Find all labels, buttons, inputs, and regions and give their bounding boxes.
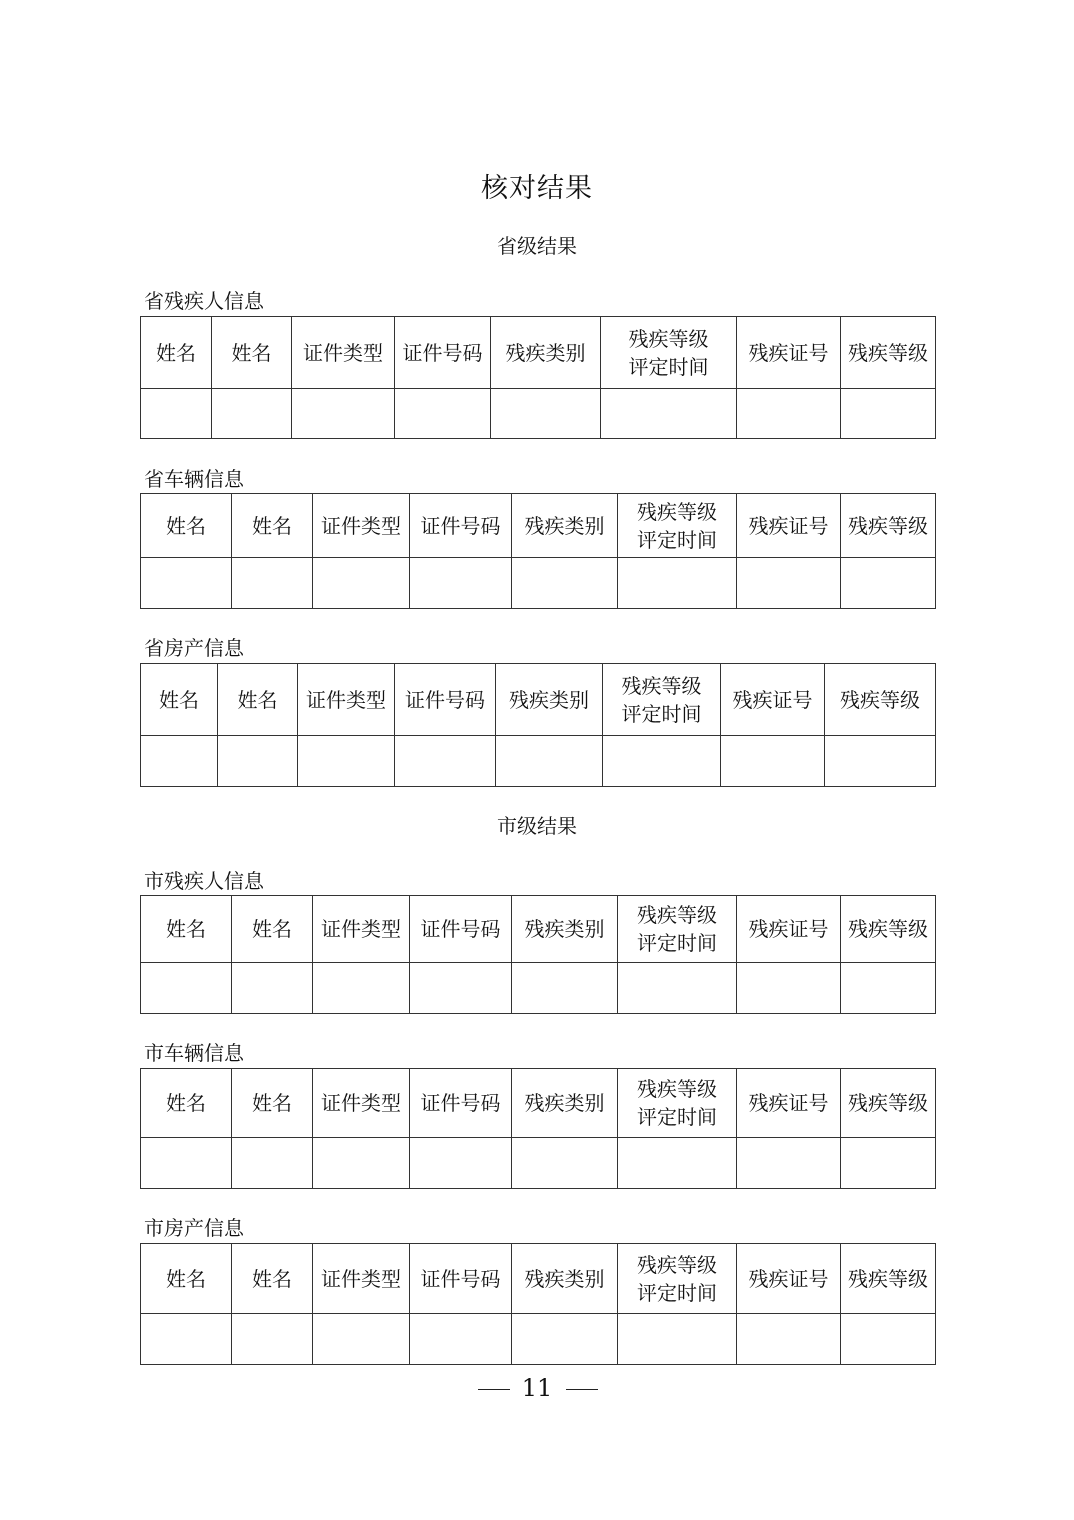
table-row xyxy=(141,736,936,787)
empty-cell xyxy=(841,963,936,1014)
empty-cell xyxy=(841,1138,936,1189)
header-cell-line: 评定时间 xyxy=(637,527,717,552)
table-row xyxy=(141,389,936,439)
empty-cell xyxy=(721,736,825,787)
table-header-row xyxy=(141,1069,936,1138)
empty-cell xyxy=(141,389,212,439)
table-row xyxy=(141,963,936,1014)
header-cell: 证件类型 xyxy=(292,317,395,389)
header-cell-line: 残疾等级 xyxy=(637,903,717,927)
header-cell: 姓名 xyxy=(232,1069,313,1138)
table-label: 省车辆信息 xyxy=(144,467,244,491)
empty-cell xyxy=(410,558,512,609)
empty-cell xyxy=(313,1314,410,1365)
header-cell: 残疾类别 xyxy=(496,664,603,736)
info-table xyxy=(140,663,936,787)
header-cell-line: 评定时间 xyxy=(637,1280,717,1305)
empty-cell xyxy=(491,389,601,439)
header-cell: 残疾证号 xyxy=(737,317,841,389)
header-cell-line: 评定时间 xyxy=(628,354,709,379)
info-table xyxy=(140,1243,936,1365)
header-cell: 残疾证号 xyxy=(737,896,841,963)
header-cell-line: 评定时间 xyxy=(621,701,702,726)
empty-cell xyxy=(395,736,496,787)
empty-cell xyxy=(618,1314,737,1365)
header-cell-line: 评定时间 xyxy=(637,931,717,955)
empty-cell xyxy=(218,736,298,787)
empty-cell xyxy=(737,1138,841,1189)
empty-cell xyxy=(141,963,232,1014)
header-cell-line: 残疾等级 xyxy=(628,326,709,351)
header-cell: 残疾证号 xyxy=(737,1069,841,1138)
table-header-row xyxy=(141,664,936,736)
empty-cell xyxy=(618,558,737,609)
empty-cell xyxy=(618,1138,737,1189)
header-cell: 证件类型 xyxy=(313,896,410,963)
table-row xyxy=(141,1138,936,1189)
header-cell: 残疾证号 xyxy=(737,1244,841,1314)
header-cell: 姓名 xyxy=(141,664,218,736)
header-cell-line: 评定时间 xyxy=(637,1105,717,1129)
table-label: 省房产信息 xyxy=(144,636,244,660)
header-cell-line: 残疾等级 xyxy=(637,1252,717,1277)
header-cell: 姓名 xyxy=(212,317,292,389)
table-label: 市残疾人信息 xyxy=(144,869,264,893)
header-cell: 残疾证号 xyxy=(737,494,841,558)
header-cell: 姓名 xyxy=(141,317,212,389)
table-label: 市房产信息 xyxy=(144,1216,244,1240)
header-cell: 证件类型 xyxy=(313,1069,410,1138)
empty-cell xyxy=(232,558,313,609)
header-cell: 残疾类别 xyxy=(512,1069,618,1138)
info-table xyxy=(140,1068,936,1189)
page-number-text: 11 xyxy=(521,1374,553,1402)
header-cell: 姓名 xyxy=(141,494,232,558)
empty-cell xyxy=(512,1314,618,1365)
dash-right xyxy=(566,1389,598,1391)
empty-cell xyxy=(212,389,292,439)
empty-cell xyxy=(395,389,491,439)
header-cell: 姓名 xyxy=(141,1244,232,1314)
empty-cell xyxy=(737,1314,841,1365)
empty-cell xyxy=(496,736,603,787)
header-cell: 证件号码 xyxy=(410,1244,512,1314)
empty-cell xyxy=(841,1314,936,1365)
empty-cell xyxy=(232,963,313,1014)
empty-cell xyxy=(141,558,232,609)
header-cell: 残疾类别 xyxy=(512,494,618,558)
info-table xyxy=(140,895,936,1014)
empty-cell xyxy=(825,736,936,787)
header-cell: 残疾等级 xyxy=(841,896,936,963)
empty-cell xyxy=(232,1138,313,1189)
table-header-row xyxy=(141,494,936,558)
empty-cell xyxy=(292,389,395,439)
empty-cell xyxy=(618,963,737,1014)
header-cell: 残疾等级 xyxy=(841,494,936,558)
empty-cell xyxy=(410,1138,512,1189)
header-cell-line: 残疾等级 xyxy=(637,1077,717,1101)
header-cell xyxy=(618,1244,737,1314)
empty-cell xyxy=(141,1138,232,1189)
header-cell: 姓名 xyxy=(141,1069,232,1138)
empty-cell xyxy=(410,963,512,1014)
header-cell: 证件号码 xyxy=(410,896,512,963)
header-cell: 证件号码 xyxy=(410,1069,512,1138)
header-cell xyxy=(618,896,737,963)
empty-cell xyxy=(512,558,618,609)
header-cell: 证件号码 xyxy=(410,494,512,558)
empty-cell xyxy=(512,963,618,1014)
header-cell: 姓名 xyxy=(232,494,313,558)
header-cell: 残疾类别 xyxy=(512,1244,618,1314)
header-cell-line: 残疾等级 xyxy=(621,673,702,698)
header-cell xyxy=(618,494,737,558)
empty-cell xyxy=(737,558,841,609)
info-table xyxy=(140,316,936,439)
table-row xyxy=(141,1314,936,1365)
empty-cell xyxy=(841,558,936,609)
empty-cell xyxy=(232,1314,313,1365)
empty-cell xyxy=(313,558,410,609)
header-cell-line: 残疾等级 xyxy=(637,499,717,524)
empty-cell xyxy=(313,963,410,1014)
page-number xyxy=(0,1374,1074,1402)
header-cell: 姓名 xyxy=(218,664,298,736)
page-title: 核对结果 xyxy=(481,173,593,204)
header-cell: 残疾类别 xyxy=(512,896,618,963)
header-cell: 姓名 xyxy=(232,1244,313,1314)
header-cell: 证件类型 xyxy=(313,1244,410,1314)
header-cell: 残疾等级 xyxy=(825,664,936,736)
dash-left xyxy=(478,1389,510,1391)
table-header-row xyxy=(141,896,936,963)
table-header-row xyxy=(141,1244,936,1314)
empty-cell xyxy=(737,389,841,439)
header-cell: 残疾等级 xyxy=(841,317,936,389)
section-heading-provincial: 省级结果 xyxy=(497,234,577,258)
empty-cell xyxy=(141,1314,232,1365)
info-table xyxy=(140,493,936,609)
header-cell xyxy=(601,317,737,389)
empty-cell xyxy=(601,389,737,439)
header-cell xyxy=(618,1069,737,1138)
table-label: 市车辆信息 xyxy=(144,1041,244,1065)
empty-cell xyxy=(512,1138,618,1189)
header-cell: 残疾等级 xyxy=(841,1244,936,1314)
empty-cell xyxy=(603,736,721,787)
header-cell: 姓名 xyxy=(141,896,232,963)
header-cell: 残疾等级 xyxy=(841,1069,936,1138)
table-row xyxy=(141,558,936,609)
header-cell: 残疾证号 xyxy=(721,664,825,736)
header-cell: 残疾类别 xyxy=(491,317,601,389)
header-cell xyxy=(603,664,721,736)
table-header-row xyxy=(141,317,936,389)
header-cell: 证件号码 xyxy=(395,664,496,736)
empty-cell xyxy=(141,736,218,787)
header-cell: 证件类型 xyxy=(313,494,410,558)
header-cell: 证件号码 xyxy=(395,317,491,389)
header-cell: 姓名 xyxy=(232,896,313,963)
empty-cell xyxy=(410,1314,512,1365)
section-heading-municipal: 市级结果 xyxy=(497,814,577,838)
empty-cell xyxy=(737,963,841,1014)
table-label: 省残疾人信息 xyxy=(144,289,264,313)
empty-cell xyxy=(313,1138,410,1189)
empty-cell xyxy=(298,736,395,787)
empty-cell xyxy=(841,389,936,439)
header-cell: 证件类型 xyxy=(298,664,395,736)
